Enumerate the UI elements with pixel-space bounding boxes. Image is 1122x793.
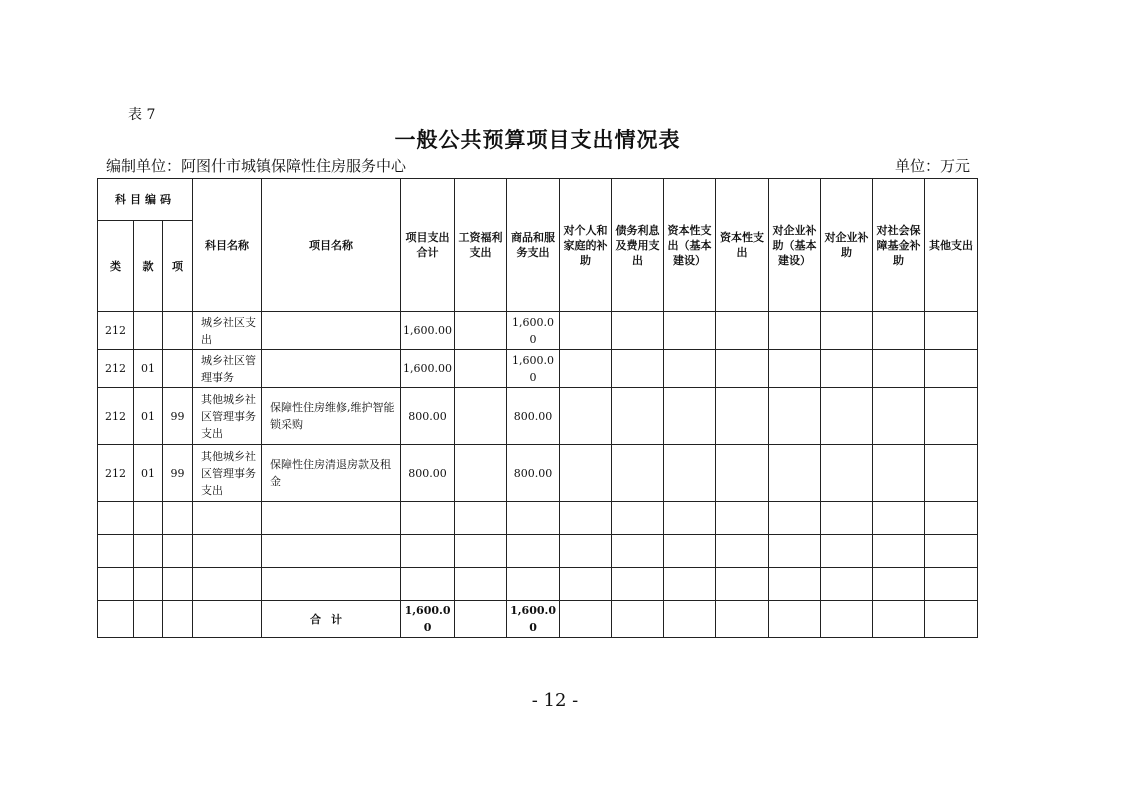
wages-header: 工资福利支出 bbox=[455, 179, 507, 312]
subject-cell: 城乡社区支出 bbox=[193, 312, 262, 350]
lei-cell: 212 bbox=[98, 388, 134, 445]
table-row bbox=[98, 350, 978, 388]
subject-name-header: 科目名称 bbox=[193, 179, 262, 312]
other-header: 其他支出 bbox=[925, 179, 978, 312]
xiang-cell: 99 bbox=[163, 388, 193, 445]
social-security-header: 对社会保障基金补助 bbox=[873, 179, 925, 312]
project-cell bbox=[262, 350, 401, 388]
goods-total-cell: 1,600.00 bbox=[507, 601, 560, 638]
goods-cell: 800.00 bbox=[507, 445, 560, 502]
empty-row bbox=[98, 502, 978, 535]
enterprise-basic-header: 对企业补助（基本建设） bbox=[769, 179, 821, 312]
project-cell: 保障性住房维修,维护智能锁采购 bbox=[262, 388, 401, 445]
total-cell: 1,600.00 bbox=[401, 312, 455, 350]
lei-cell: 212 bbox=[98, 350, 134, 388]
compiling-unit: 编制单位：阿图什市城镇保障性住房服务中心 bbox=[106, 157, 407, 175]
subject-cell: 其他城乡社区管理事务支出 bbox=[193, 445, 262, 502]
xiang-header: 项 bbox=[163, 221, 193, 312]
goods-cell: 1,600.00 bbox=[507, 312, 560, 350]
xiang-cell bbox=[163, 312, 193, 350]
kuan-cell: 01 bbox=[134, 388, 163, 445]
expenditure-table bbox=[97, 178, 978, 638]
wages-cell bbox=[455, 445, 507, 502]
table-row bbox=[98, 445, 978, 502]
kuan-header: 款 bbox=[134, 221, 163, 312]
table-row bbox=[98, 388, 978, 445]
goods-cell: 800.00 bbox=[507, 388, 560, 445]
kuan-cell: 01 bbox=[134, 445, 163, 502]
table-row bbox=[98, 312, 978, 350]
project-cell: 保障性住房清退房款及租金 bbox=[262, 445, 401, 502]
empty-row bbox=[98, 568, 978, 601]
total-header: 项目支出合计 bbox=[401, 179, 455, 312]
wages-cell bbox=[455, 312, 507, 350]
goods-services-header: 商品和服务支出 bbox=[507, 179, 560, 312]
table-number: 表 7 bbox=[128, 107, 156, 123]
enterprise-header: 对企业补助 bbox=[821, 179, 873, 312]
empty-row bbox=[98, 535, 978, 568]
total-row bbox=[98, 601, 978, 638]
subject-cell: 其他城乡社区管理事务支出 bbox=[193, 388, 262, 445]
project-name-header: 项目名称 bbox=[262, 179, 401, 312]
kuan-cell bbox=[134, 312, 163, 350]
page-title: 一般公共预算项目支出情况表 bbox=[394, 128, 681, 152]
debt-interest-header: 债务利息及费用支出 bbox=[612, 179, 664, 312]
code-group-header: 科目编码 bbox=[98, 179, 193, 221]
kuan-cell: 01 bbox=[134, 350, 163, 388]
lei-cell: 212 bbox=[98, 445, 134, 502]
goods-cell: 1,600.00 bbox=[507, 350, 560, 388]
lei-cell: 212 bbox=[98, 312, 134, 350]
total-cell: 800.00 bbox=[401, 388, 455, 445]
xiang-cell: 99 bbox=[163, 445, 193, 502]
capital-basic-header: 资本性支出（基本建设） bbox=[664, 179, 716, 312]
wages-cell bbox=[455, 350, 507, 388]
grand-total-cell: 1,600.00 bbox=[401, 601, 455, 638]
wages-cell bbox=[455, 388, 507, 445]
total-cell: 1,600.00 bbox=[401, 350, 455, 388]
xiang-cell bbox=[163, 350, 193, 388]
total-cell: 800.00 bbox=[401, 445, 455, 502]
project-cell bbox=[262, 312, 401, 350]
lei-header: 类 bbox=[98, 221, 134, 312]
page-number: - 12 - bbox=[531, 690, 579, 711]
subject-cell: 城乡社区管理事务 bbox=[193, 350, 262, 388]
currency-unit: 单位：万元 bbox=[894, 157, 970, 175]
personal-subsidy-header: 对个人和家庭的补助 bbox=[560, 179, 612, 312]
total-label: 合计 bbox=[262, 601, 401, 638]
capital-header: 资本性支出 bbox=[716, 179, 769, 312]
